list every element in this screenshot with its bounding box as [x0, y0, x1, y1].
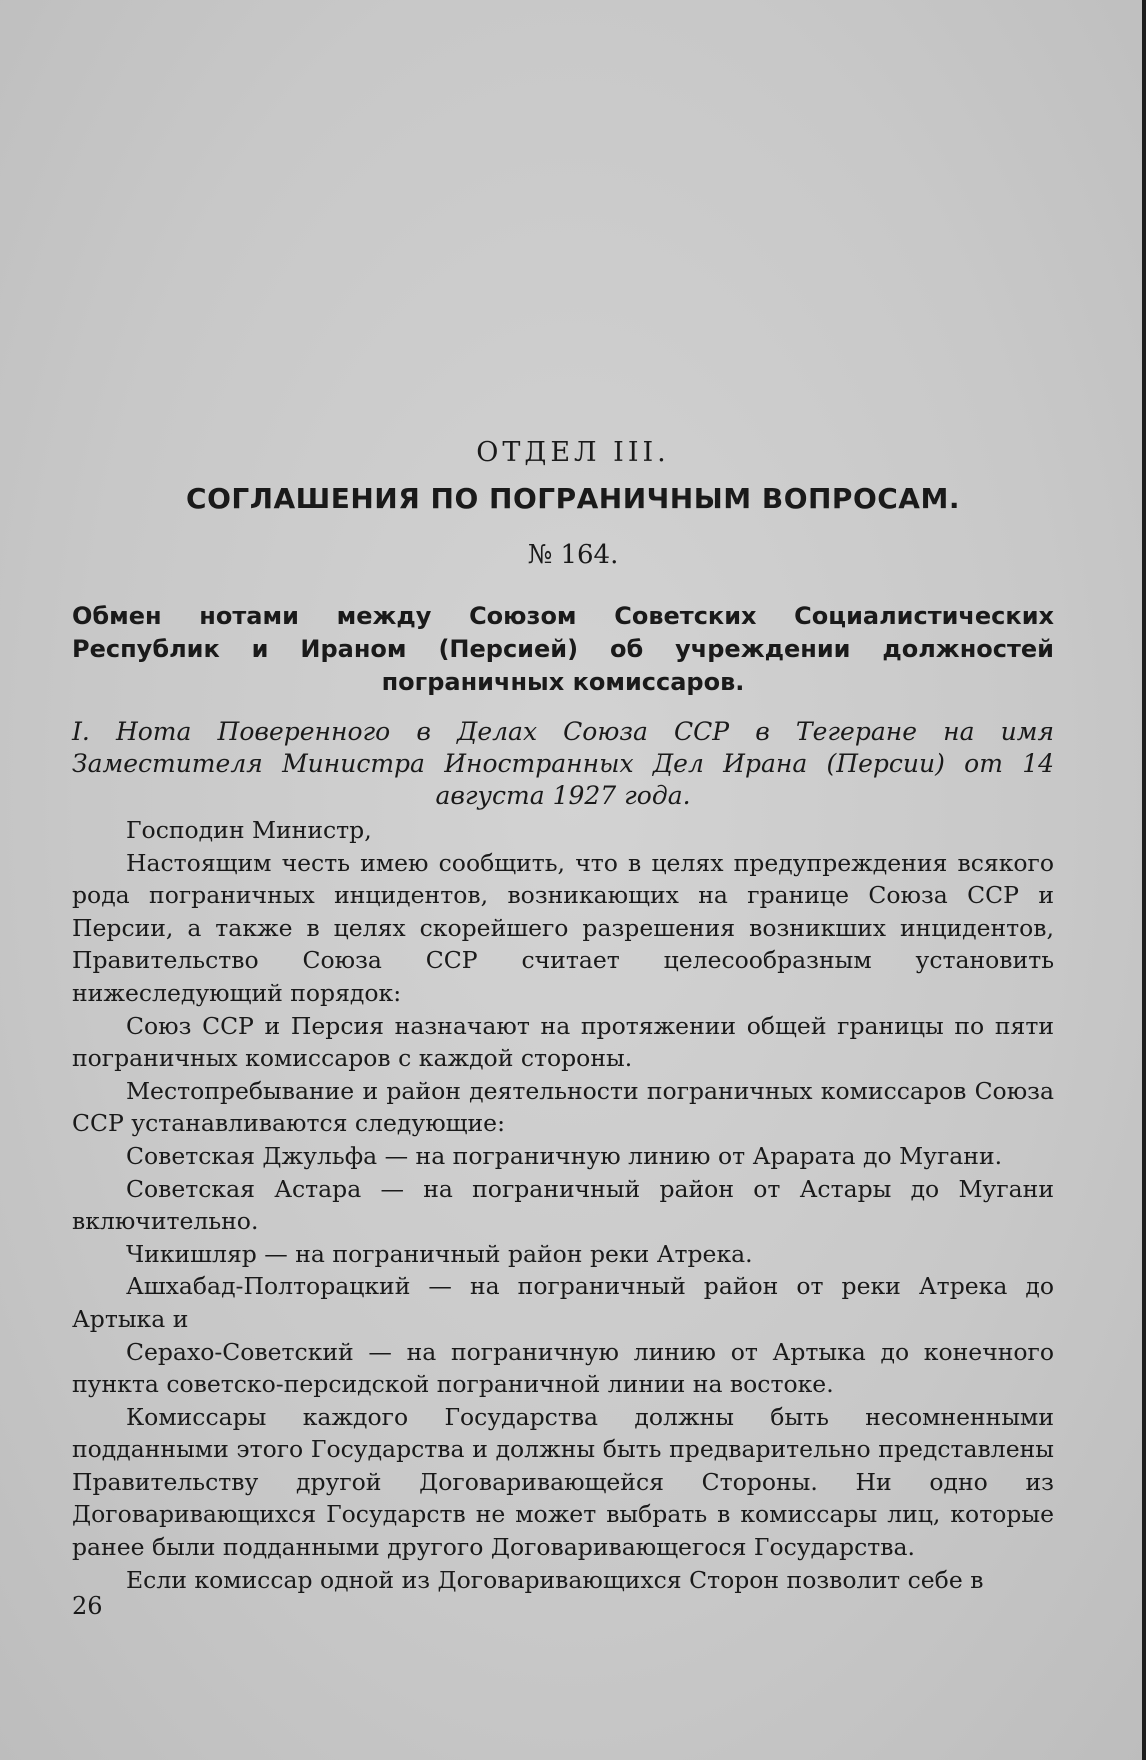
paragraph: Советская Астара — на пограничный район от Астары до Мугани включительно.	[72, 1174, 1054, 1236]
paragraph: Местопребывание и район деятельности пограничных комиссаров Союза ССР устанавливаются следующие:	[72, 1076, 1054, 1138]
document-body	[72, 814, 1054, 1596]
paragraph: Если комиссар одной из Договаривающихся Сторон позволит себе в	[126, 1565, 984, 1594]
section-number: ОТДЕЛ III.	[476, 437, 670, 468]
paragraph: Чикишляр — на пограничный район реки Атрека.	[126, 1239, 753, 1268]
document-number: № 164.	[527, 540, 619, 570]
paragraph: Советская Джульфа — на пограничную линию от Арарата до Мугани.	[126, 1141, 1003, 1170]
paragraph: Настоящим честь имею сообщить, что в целях предупреждения всякого рода пограничных инцидентов, возникающих на границе Союза ССР и Персии, а также в целях скорейшего разрешения возникших инцидентов, Правительство Союза ССР считает целесообразным установить нижеследующий порядок:	[72, 848, 1054, 1007]
salutation: Господин Министр,	[126, 816, 372, 844]
page-number: 26	[72, 1592, 103, 1620]
paragraph: Комиссары каждого Государства должны быть несомненными подданными этого Государства и должны быть предварительно представлены Правительству другой Договаривающейся Стороны. Ни одно из Договаривающихся Государств не может выбрать в комиссары лиц, которые ранее были подданными другого Договаривающегося Государства.	[72, 1402, 1054, 1562]
section-title: СОГЛАШЕНИЯ ПО ПОГРАНИЧНЫМ ВОПРОСАМ.	[186, 482, 960, 515]
paragraph: Союз ССР и Персия назначают на протяжении общей границы по пяти пограничных комиссаров с каждой стороны.	[72, 1011, 1054, 1073]
paragraph: Серахо-Советский — на пограничную линию от Артыка до конечного пункта советско-персидской пограничной линии на востоке.	[72, 1337, 1054, 1399]
note-title: I. Нота Поверенного в Делах Союза ССР в Тегеране на имя Заместителя Министра Иностранных Дел Ирана (Персии) от 14 августа 1927 года.	[72, 717, 1054, 810]
page-edge	[1142, 0, 1146, 1760]
paragraph: Ашхабад-Полторацкий — на пограничный район от реки Атрека до Артыка и	[72, 1272, 1054, 1333]
document-heading: Обмен нотами между Союзом Советских Социалистических Республик и Ираном (Персией) об учреждении должностей пограничных комиссаров.	[72, 602, 1054, 696]
